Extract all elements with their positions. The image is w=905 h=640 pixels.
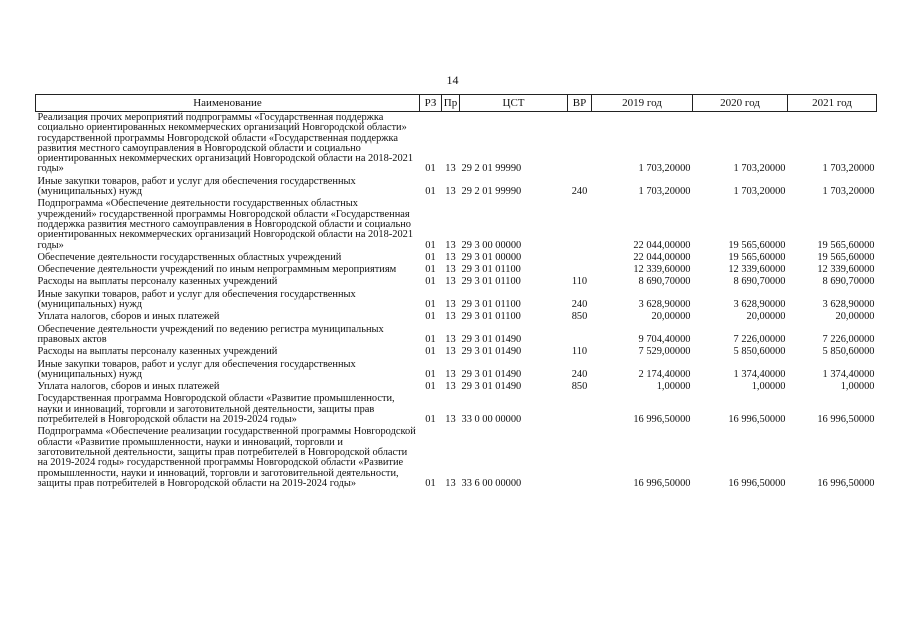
row-cst: 29 2 01 99990 <box>461 163 522 175</box>
row-pr: 13 <box>445 414 456 426</box>
table-row <box>36 264 877 276</box>
row-name: Обеспечение деятельности учреждений по ведению регистра муниципальных правовых актов <box>37 323 384 345</box>
row-vr <box>568 112 592 176</box>
row-2021: 16 996,50000 <box>817 414 875 426</box>
row-2019: 22 044,00000 <box>633 251 691 263</box>
table-row <box>36 289 877 312</box>
header-2020: 2020 год <box>693 95 788 112</box>
row-pr: 13 <box>445 276 456 288</box>
table-row <box>36 176 877 199</box>
row-pr: 13 <box>445 333 456 345</box>
row-2020: 1,00000 <box>751 381 786 393</box>
header-name: Наименование <box>36 95 420 112</box>
header-cst: ЦСТ <box>460 95 568 112</box>
row-2021: 20,00000 <box>835 311 875 323</box>
row-cst: 29 3 01 01490 <box>461 346 522 358</box>
row-2019: 20,00000 <box>651 311 691 323</box>
row-vr <box>568 252 592 264</box>
row-cst: 33 0 00 00000 <box>461 414 522 426</box>
row-rz: 01 <box>425 333 436 345</box>
row-2020: 16 996,50000 <box>728 414 786 426</box>
row-pr: 13 <box>445 163 456 175</box>
row-cst: 29 3 01 01490 <box>461 333 522 345</box>
row-2019: 22 044,00000 <box>633 239 691 251</box>
row-name: Расходы на выплаты персоналу казенных учреждений <box>37 276 278 288</box>
table-row <box>36 324 877 347</box>
table-row <box>36 346 877 358</box>
row-2021: 19 565,60000 <box>817 239 875 251</box>
row-2019: 16 996,50000 <box>633 414 691 426</box>
row-rz: 01 <box>425 163 436 175</box>
row-rz: 01 <box>425 251 436 263</box>
row-name: Обеспечение деятельности государственных областных учреждений <box>37 251 342 263</box>
row-2019: 12 339,60000 <box>633 264 691 276</box>
row-vr <box>568 393 592 426</box>
row-vr: 240 <box>571 368 588 380</box>
table-row <box>36 311 877 323</box>
row-pr: 13 <box>445 239 456 251</box>
row-2020: 19 565,60000 <box>728 239 786 251</box>
row-rz: 01 <box>425 368 436 380</box>
row-2019: 1 703,20000 <box>638 163 691 175</box>
row-2020: 19 565,60000 <box>728 251 786 263</box>
row-vr: 240 <box>571 299 588 311</box>
row-2020: 16 996,50000 <box>728 477 786 489</box>
row-2021: 19 565,60000 <box>817 251 875 263</box>
row-2021: 12 339,60000 <box>817 264 875 276</box>
row-vr: 240 <box>571 186 588 198</box>
row-rz: 01 <box>425 276 436 288</box>
row-pr: 13 <box>445 381 456 393</box>
row-pr: 13 <box>445 251 456 263</box>
page-number: 14 <box>446 73 459 87</box>
row-rz: 01 <box>425 414 436 426</box>
table-body <box>36 112 877 491</box>
row-2019: 1 703,20000 <box>638 186 691 198</box>
row-name: Расходы на выплаты персоналу казенных учреждений <box>37 346 278 358</box>
row-name: Иные закупки товаров, работ и услуг для обеспечения государственных (муниципальных) нужд <box>37 175 356 198</box>
table-header <box>36 95 877 112</box>
row-2021: 1 703,20000 <box>822 186 875 198</box>
row-name: Реализация прочих мероприятий подпрограммы «Государственная поддержка социально ориентированных некоммерческих организаций Новгородской области» государственной программы Новгородской области «Государственная поддержка развития местного самоуправления в Новгородской области и социально ориентированных некоммерческих организаций Новгородской области на 2018-2021 годы» <box>37 112 414 175</box>
row-2021: 7 226,00000 <box>822 333 875 345</box>
row-2021: 3 628,90000 <box>822 299 875 311</box>
row-cst: 29 3 01 01100 <box>461 276 521 288</box>
row-vr <box>568 198 592 251</box>
row-rz: 01 <box>425 346 436 358</box>
budget-table <box>35 94 877 490</box>
row-2020: 1 703,20000 <box>733 186 786 198</box>
row-vr: 850 <box>571 381 588 393</box>
header-vr: ВР <box>568 95 592 112</box>
row-cst: 29 3 00 00000 <box>461 239 522 251</box>
row-cst: 29 3 01 01490 <box>461 368 522 380</box>
table-row <box>36 252 877 264</box>
row-2021: 1 703,20000 <box>822 163 875 175</box>
row-2021: 1,00000 <box>840 381 875 393</box>
row-2020: 20,00000 <box>746 311 786 323</box>
row-pr: 13 <box>445 264 456 276</box>
row-name: Подпрограмма «Обеспечение деятельности государственных областных учреждений» государственной программы Новгородской области «Государственная поддержка развития местного самоуправления в Новгородской области и социально ориентированных некоммерческих организаций Новгородской области на 2018-2021 годы» <box>37 198 414 251</box>
row-2021: 1 374,40000 <box>822 368 875 380</box>
row-vr: 110 <box>571 346 588 358</box>
header-rz: РЗ <box>420 95 442 112</box>
row-vr <box>568 324 592 347</box>
row-2019: 16 996,50000 <box>633 477 691 489</box>
row-2019: 8 690,70000 <box>638 276 691 288</box>
row-vr: 850 <box>571 311 588 323</box>
row-pr: 13 <box>445 368 456 380</box>
row-cst: 29 3 01 01100 <box>461 311 521 323</box>
table-row <box>36 381 877 393</box>
row-cst: 29 2 01 99990 <box>461 186 522 198</box>
header-2021: 2021 год <box>788 95 877 112</box>
row-name: Подпрограмма «Обеспечение реализации государственной программы Новгородской области «Развитие промышленности, науки и инноваций, торговли и заготовительной деятельности, защиты прав потребителей в Новгородской области на 2019-2024 годы» государственной программы Новгородской области «Развитие промышленности, науки и инноваций, торговли и заготовительной деятельности, защиты прав потребителей в Новгородской области на 2019-2024 годы» <box>37 426 416 489</box>
row-2020: 7 226,00000 <box>733 333 786 345</box>
row-2021: 16 996,50000 <box>817 477 875 489</box>
row-rz: 01 <box>425 311 436 323</box>
row-pr: 13 <box>445 311 456 323</box>
row-pr: 13 <box>445 299 456 311</box>
row-2020: 8 690,70000 <box>733 276 786 288</box>
row-2020: 1 374,40000 <box>733 368 786 380</box>
row-name: Иные закупки товаров, работ и услуг для обеспечения государственных (муниципальных) нужд <box>37 358 356 380</box>
header-2019: 2019 год <box>592 95 693 112</box>
row-name: Государственная программа Новгородской области «Развитие промышленности, науки и инноваций, торговли и заготовительной деятельности, защиты прав потребителей в Новгородской области на 2019-2024 годы» <box>37 393 395 426</box>
table-row <box>36 198 877 251</box>
row-rz: 01 <box>425 299 436 311</box>
row-pr: 13 <box>445 477 456 489</box>
row-cst: 29 3 01 01100 <box>461 299 521 311</box>
row-vr <box>568 426 592 490</box>
table-row <box>36 359 877 382</box>
header-pr: Пр <box>442 95 460 112</box>
row-vr: 110 <box>571 276 588 288</box>
row-rz: 01 <box>425 381 436 393</box>
row-2021: 8 690,70000 <box>822 276 875 288</box>
row-name: Уплата налогов, сборов и иных платежей <box>37 381 220 393</box>
row-pr: 13 <box>445 186 456 198</box>
table-row <box>36 426 877 490</box>
row-rz: 01 <box>425 264 436 276</box>
row-rz: 01 <box>425 477 436 489</box>
row-cst: 29 3 01 00000 <box>461 251 522 263</box>
table-row <box>36 112 877 176</box>
row-pr: 13 <box>445 346 456 358</box>
row-2021: 5 850,60000 <box>822 346 875 358</box>
row-2020: 12 339,60000 <box>728 264 786 276</box>
row-name: Иные закупки товаров, работ и услуг для обеспечения государственных (муниципальных) нужд <box>37 288 356 311</box>
row-rz: 01 <box>425 239 436 251</box>
row-2020: 3 628,90000 <box>733 299 786 311</box>
row-2019: 7 529,00000 <box>638 346 691 358</box>
table-row <box>36 393 877 426</box>
row-name: Уплата налогов, сборов и иных платежей <box>37 311 220 323</box>
row-rz: 01 <box>425 186 436 198</box>
row-2019: 3 628,90000 <box>638 299 691 311</box>
row-2020: 5 850,60000 <box>733 346 786 358</box>
row-2019: 2 174,40000 <box>638 368 691 380</box>
table-row <box>36 276 877 288</box>
row-2019: 9 704,40000 <box>638 333 691 345</box>
row-2020: 1 703,20000 <box>733 163 786 175</box>
row-name: Обеспечение деятельности учреждений по иным непрограммным мероприятиям <box>37 264 397 276</box>
row-2019: 1,00000 <box>656 381 691 393</box>
row-cst: 29 3 01 01490 <box>461 381 522 393</box>
row-cst: 29 3 01 01100 <box>461 264 521 276</box>
row-cst: 33 6 00 00000 <box>461 477 522 489</box>
row-vr <box>568 264 592 276</box>
